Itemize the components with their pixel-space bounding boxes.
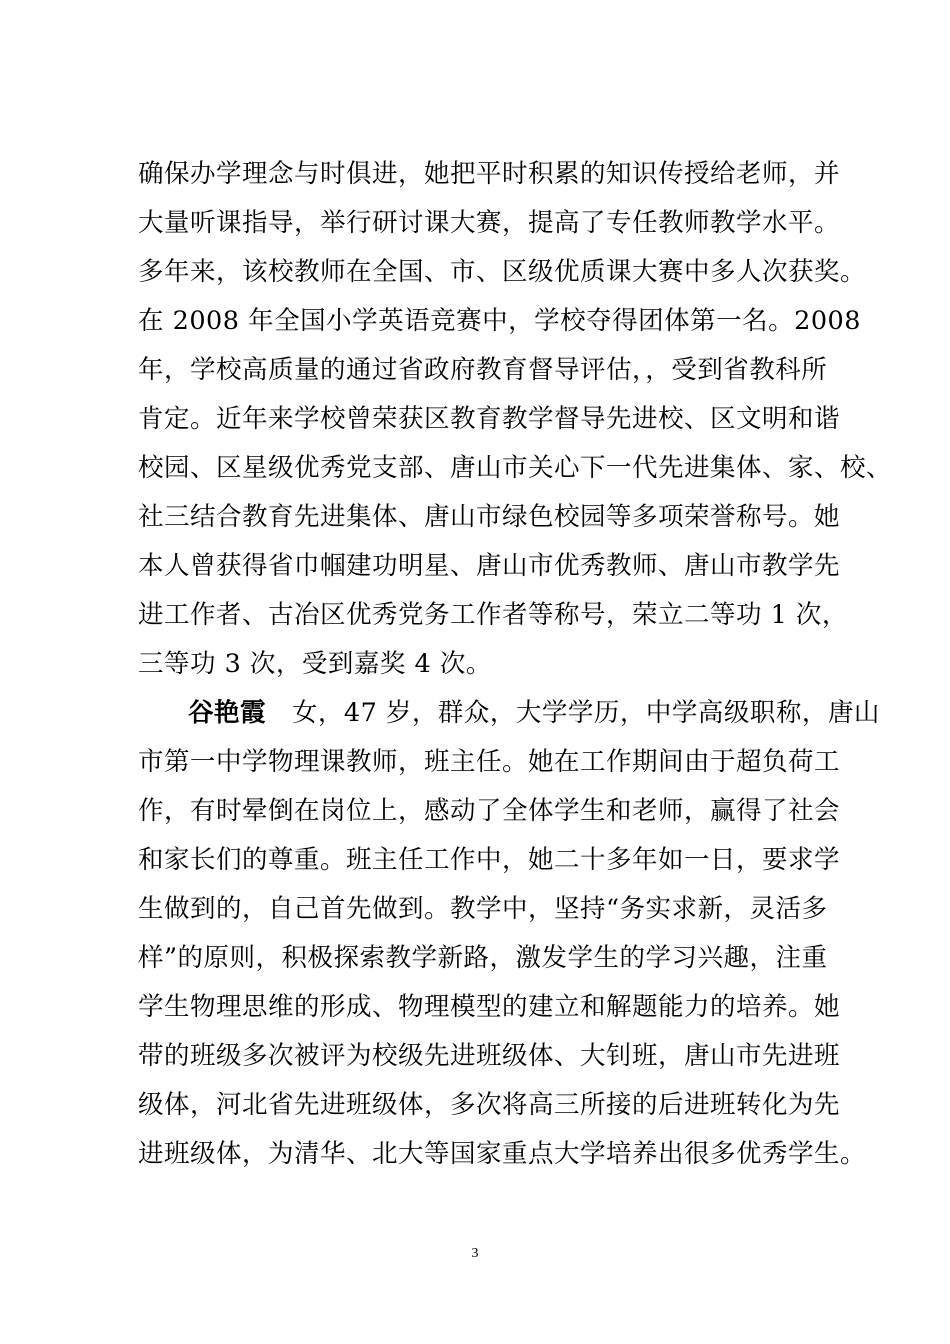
text-line: 肯定。近年来学校曾荣获区教育教学督导先进校、区文明和谐 bbox=[138, 404, 841, 434]
text-line: 在 2008 年全国小学英语竞赛中，学校夺得团体第一名。2008 bbox=[138, 306, 862, 336]
text-line: 社三结合教育先进集体、唐山市绿色校园等多项荣誉称号。她 bbox=[138, 502, 841, 532]
text-line: 进班级体，为清华、北大等国家重点大学培养出很多优秀学生。 bbox=[138, 1139, 867, 1169]
person-name: 谷艳霞 bbox=[188, 698, 267, 728]
text-line: 生做到的，自己首先做到。教学中，坚持“务实求新，灵活多 bbox=[138, 894, 828, 924]
text-line: 多年来，该校教师在全国、市、区级优质课大赛中多人次获奖。 bbox=[138, 257, 867, 287]
text-line: 样”的原则，积极探索教学新路，激发学生的学习兴趣，注重 bbox=[138, 943, 828, 973]
text-line: 年，学校高质量的通过省政府教育督导评估，，受到省教科所 bbox=[138, 355, 828, 385]
paragraph-school-honors bbox=[138, 150, 893, 689]
text-line: 三等功 3 次，受到嘉奖 4 次。 bbox=[138, 649, 492, 679]
document-body bbox=[138, 150, 893, 1179]
text-line: 本人曾获得省巾帼建功明星、唐山市优秀教师、唐山市教学先 bbox=[138, 551, 841, 581]
text-line: 市第一中学物理课教师，班主任。她在工作期间由于超负荷工 bbox=[138, 747, 841, 777]
text-line: 和家长们的尊重。班主任工作中，她二十多年如一日，要求学 bbox=[138, 845, 841, 875]
text-line: 作，有时晕倒在岗位上，感动了全体学生和老师，赢得了社会 bbox=[138, 796, 841, 826]
text-line: 大量听课指导，举行研讨课大赛，提高了专任教师教学水平。 bbox=[138, 208, 841, 238]
person-intro: 女，47 岁，群众，大学学历，中学高级职称，唐山 bbox=[291, 698, 880, 728]
paragraph-profile-gu-yanxia bbox=[138, 689, 880, 1179]
text-line-first bbox=[138, 689, 880, 738]
text-line: 校园、区星级优秀党支部、唐山市关心下一代先进集体、家、校、 bbox=[138, 453, 893, 483]
text-line: 学生物理思维的形成、物理模型的建立和解题能力的培养。她 bbox=[138, 992, 841, 1022]
page-number: 3 bbox=[471, 1246, 479, 1261]
text-line: 进工作者、古冶区优秀党务工作者等称号，荣立二等功 1 次， bbox=[138, 600, 848, 630]
text-line: 确保办学理念与时俱进，她把平时积累的知识传授给老师，并 bbox=[138, 159, 841, 189]
text-line: 带的班级多次被评为校级先进班级体、大钊班，唐山市先进班 bbox=[138, 1041, 841, 1071]
text-line: 级体，河北省先进班级体，多次将高三所接的后进班转化为先 bbox=[138, 1090, 841, 1120]
